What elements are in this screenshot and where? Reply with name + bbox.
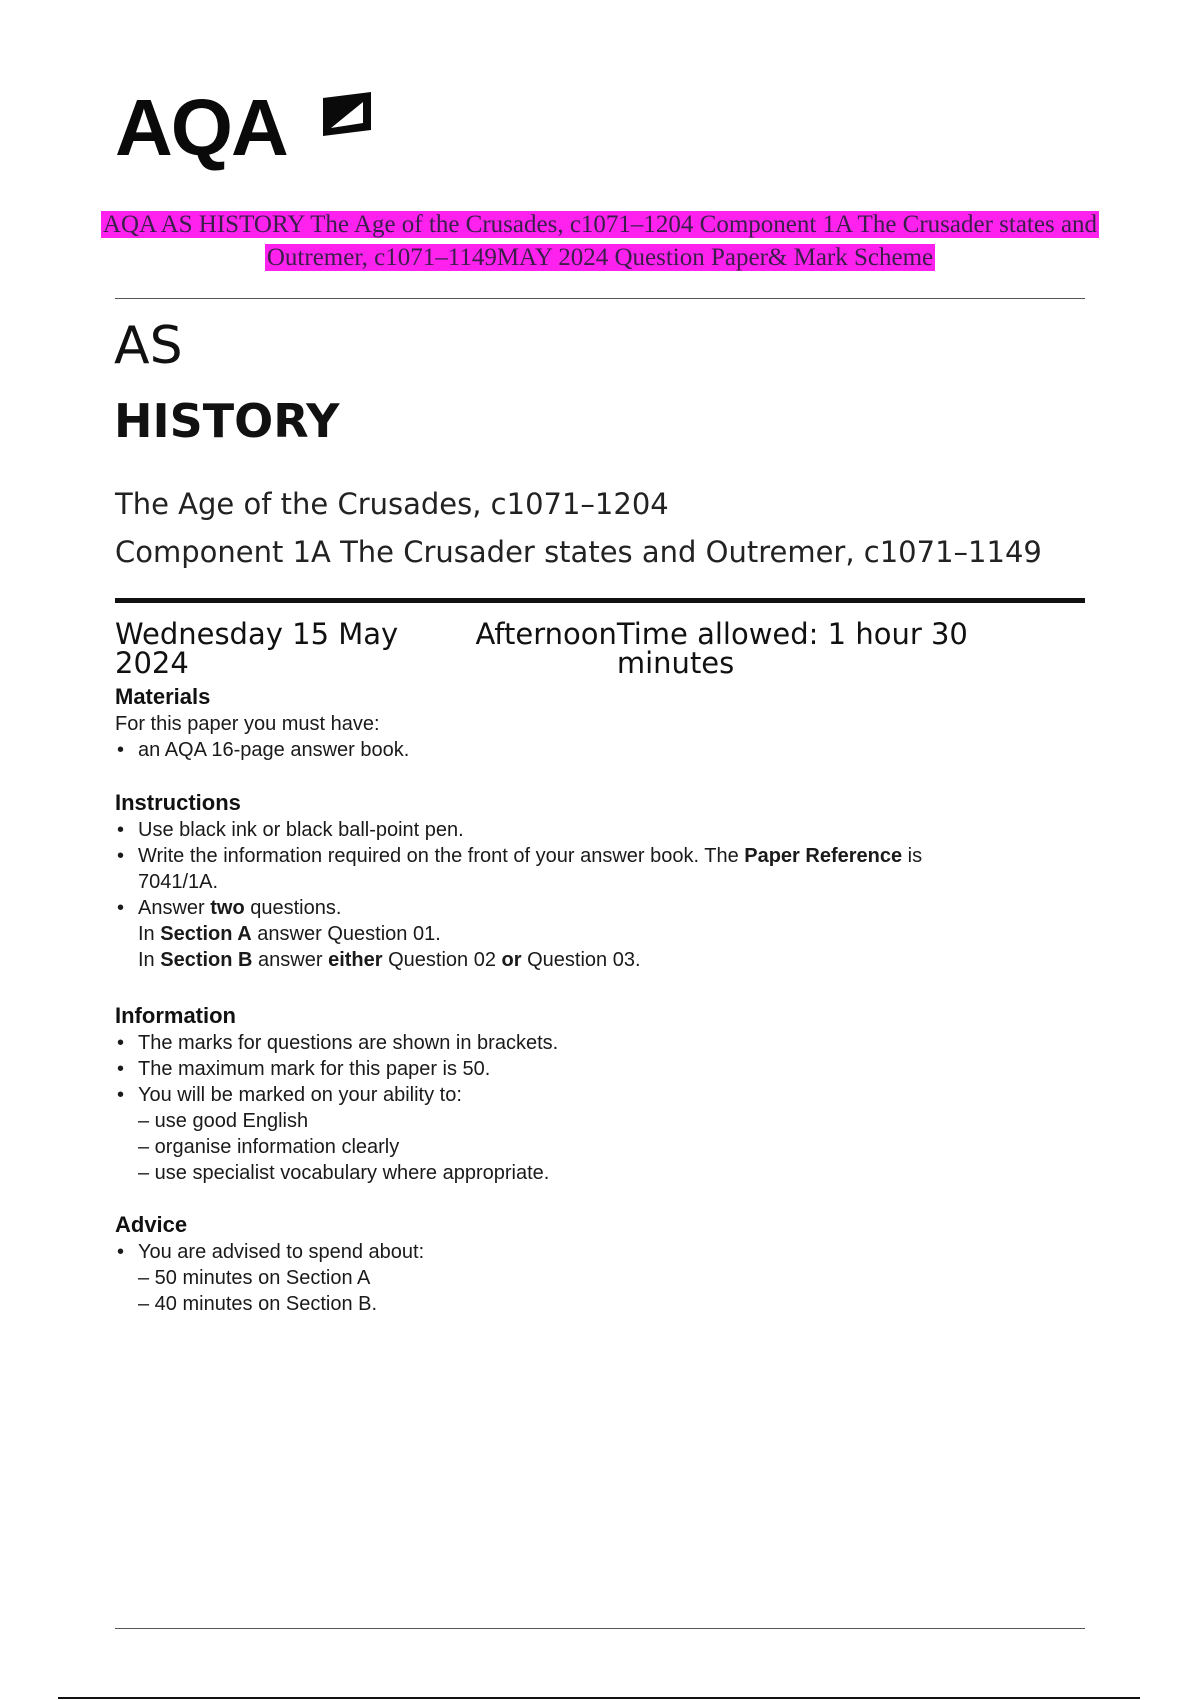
materials-intro: For this paper you must have: bbox=[115, 713, 380, 735]
paper-title: The Age of the Crusades, c1071–1204 bbox=[115, 487, 669, 521]
advice-heading: Advice bbox=[115, 1212, 188, 1237]
materials-item: • an AQA 16-page answer book. bbox=[117, 739, 410, 761]
bullet-icon: • bbox=[117, 739, 125, 761]
bullet-icon: • bbox=[117, 819, 125, 841]
advice-subitem: – 40 minutes on Section B. bbox=[138, 1293, 378, 1315]
exam-session: Afternoon bbox=[475, 617, 617, 651]
bullet-icon: • bbox=[117, 1241, 125, 1263]
information-item: • You will be marked on your ability to: bbox=[117, 1084, 462, 1106]
component-title: Component 1A The Crusader states and Outremer, c1071–1149 bbox=[115, 535, 1042, 569]
instructions-heading: Instructions bbox=[115, 790, 241, 815]
page-edge-line bbox=[58, 1697, 1140, 1699]
bottom-divider bbox=[115, 1628, 1085, 1629]
information-subitem: – use specialist vocabulary where appropriate. bbox=[138, 1162, 550, 1184]
instruction-item: • Answer two questions. bbox=[117, 897, 342, 919]
time-allowed: Time allowed: 1 hour 30 minutes bbox=[616, 617, 968, 680]
advice-item: • You are advised to spend about: bbox=[117, 1241, 425, 1263]
information-section bbox=[115, 1002, 1065, 1186]
advice-section bbox=[115, 1211, 1065, 1317]
information-subitem: – organise information clearly bbox=[138, 1136, 400, 1158]
instruction-item: • Write the information required on the front of your answer book. The Paper Reference is 7041/1A. bbox=[117, 845, 923, 893]
bullet-icon: • bbox=[117, 1058, 125, 1080]
exam-date: Wednesday 15 May 2024 bbox=[115, 617, 399, 680]
instructions-section bbox=[115, 789, 1065, 973]
highlight-text: AQA AS HISTORY The Age of the Crusades, c1071–1204 Component 1A The Crusader states and Outremer, c1071–1149MAY 2024 Question Paper& Mark Scheme bbox=[102, 211, 1098, 271]
bullet-icon: • bbox=[117, 1032, 125, 1054]
thick-divider bbox=[115, 598, 1085, 603]
bullet-icon: • bbox=[117, 845, 125, 867]
materials-heading: Materials bbox=[115, 684, 211, 709]
aqa-logo bbox=[115, 83, 375, 183]
qualification-level: AS bbox=[114, 316, 183, 376]
highlighted-document-title bbox=[60, 208, 1140, 274]
information-heading: Information bbox=[115, 1003, 236, 1028]
bullet-icon: • bbox=[117, 1084, 125, 1106]
exam-details-row bbox=[115, 617, 1087, 680]
section-b-instruction: In Section B answer either Question 02 or Question 03. bbox=[138, 949, 641, 971]
subject-title: HISTORY bbox=[114, 394, 340, 448]
information-item: • The marks for questions are shown in brackets. bbox=[117, 1032, 559, 1054]
advice-subitem: – 50 minutes on Section A bbox=[138, 1267, 371, 1289]
bullet-icon: • bbox=[117, 897, 125, 919]
information-subitem: – use good English bbox=[138, 1110, 309, 1132]
materials-section bbox=[115, 683, 1065, 763]
logo-mark-icon bbox=[315, 90, 375, 145]
top-divider bbox=[115, 298, 1085, 299]
instruction-item: • Use black ink or black ball-point pen. bbox=[117, 819, 464, 841]
section-a-instruction: In Section A answer Question 01. bbox=[138, 923, 441, 945]
logo-text: AQA bbox=[115, 83, 287, 172]
information-item: • The maximum mark for this paper is 50. bbox=[117, 1058, 491, 1080]
